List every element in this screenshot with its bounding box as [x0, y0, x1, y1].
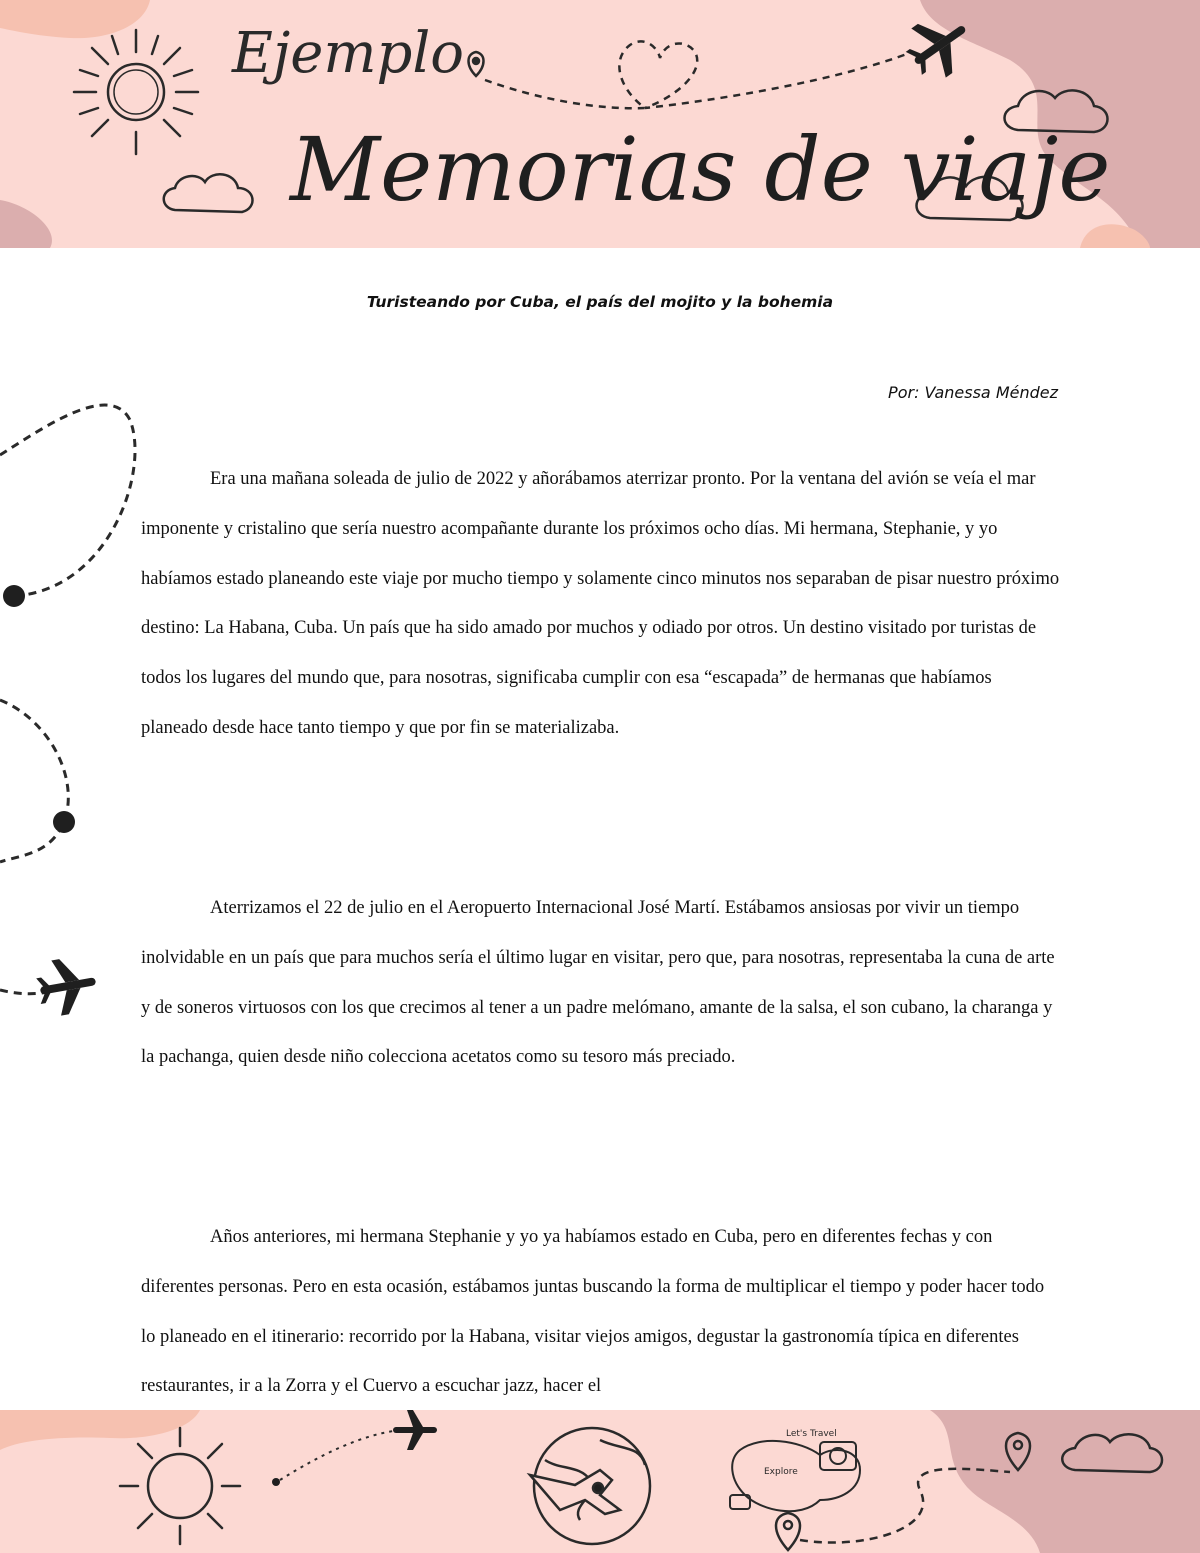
- route-dot: [3, 585, 25, 607]
- sticker-top-text: Let's Travel: [786, 1429, 837, 1439]
- route-dot: [53, 811, 75, 833]
- sun-icon: [120, 1428, 240, 1544]
- sticker-bottom-text: Explore: [764, 1467, 798, 1477]
- paragraph-2: [141, 884, 1061, 1083]
- article-subtitle: Turisteando por Cuba, el país del mojito y la bohemia: [366, 293, 834, 311]
- sun-icon: [74, 30, 198, 154]
- dashed-route-middle: [0, 700, 68, 862]
- airplane-icon: [34, 954, 101, 1019]
- blob-left-bottom: [0, 200, 52, 248]
- left-margin-decoration: [0, 400, 160, 1040]
- header-big-title: Memorias de viaje: [290, 118, 1111, 221]
- header-decoration: [0, 0, 1200, 248]
- location-pin-icon: [469, 52, 484, 76]
- paragraph-1-text: Era una mañana soleada de julio de 2022 y añorábamos aterrizar pronto. Por la ventana del avión se veía el mar imponente y cristalino que sería nuestro acompañante durante los próximos ocho días. Mi hermana, Stephanie, y yo habíamos estado planeando este viaje por mucho tiempo y solamente cinco minutos nos separaban de pisar nuestro próximo destino: La Habana, Cuba. Un país que ha sido amado por muchos y odiado por otros. Un destino visitado por turistas de todos los lugares del mundo que, para nosotras, significaba cumplir con esa “escapada” de hermanas que habíamos planeado desde hace tanto tiempo y que por fin se materializaba.: [141, 469, 1060, 738]
- dashed-route-top: [0, 405, 135, 596]
- header-banner: [0, 0, 1200, 248]
- paragraph-3: [141, 1213, 1061, 1411]
- paragraph-3-text: Años anteriores, mi hermana Stephanie y yo ya habíamos estado en Cuba, pero en diferentes fechas y con diferentes personas. Pero en esta ocasión, estábamos juntas buscando la forma de multiplicar el tiempo y poder hacer todo lo planeado en el itinerario: recorrido por la Habana, visitar viejos amigos, degustar la gastronomía típica en diferentes restaurantes, ir a la Zorra y el Cuervo a escuchar jazz, hacer el: [141, 1227, 1045, 1397]
- paragraph-1: [141, 455, 1061, 754]
- globe-icon: [530, 1428, 650, 1544]
- blob-footer-left: [0, 1410, 200, 1450]
- footer-banner: [0, 1410, 1200, 1553]
- article-byline: Por: Vanessa Méndez: [888, 383, 1058, 402]
- cloud-icon: [164, 174, 253, 212]
- airplane-icon: [393, 1410, 437, 1450]
- blob-footer-right: [930, 1410, 1200, 1553]
- blob-top-left: [0, 0, 150, 38]
- footer-decoration: [0, 1410, 1200, 1553]
- dotted-route: [280, 1430, 400, 1480]
- paragraph-2-text: Aterrizamos el 22 de julio en el Aeropuerto Internacional José Martí. Estábamos ansiosas por vivir un tiempo inolvidable en un país que para muchos sería el último lugar en visitar, pero que, para nosotras, representaba la cuna de arte y de soneros virtuosos con los que crecimos al tener a un padre melómano, amante de la salsa, el son cubano, la charanga y la pachanga, quien desde niño colecciona acetatos como su tesoro más preciado.: [141, 898, 1055, 1068]
- header-small-title: Ejemplo: [232, 21, 464, 86]
- route-dot: [272, 1478, 280, 1486]
- location-pin-icon: [776, 1513, 800, 1550]
- heart-path-icon: [485, 41, 912, 108]
